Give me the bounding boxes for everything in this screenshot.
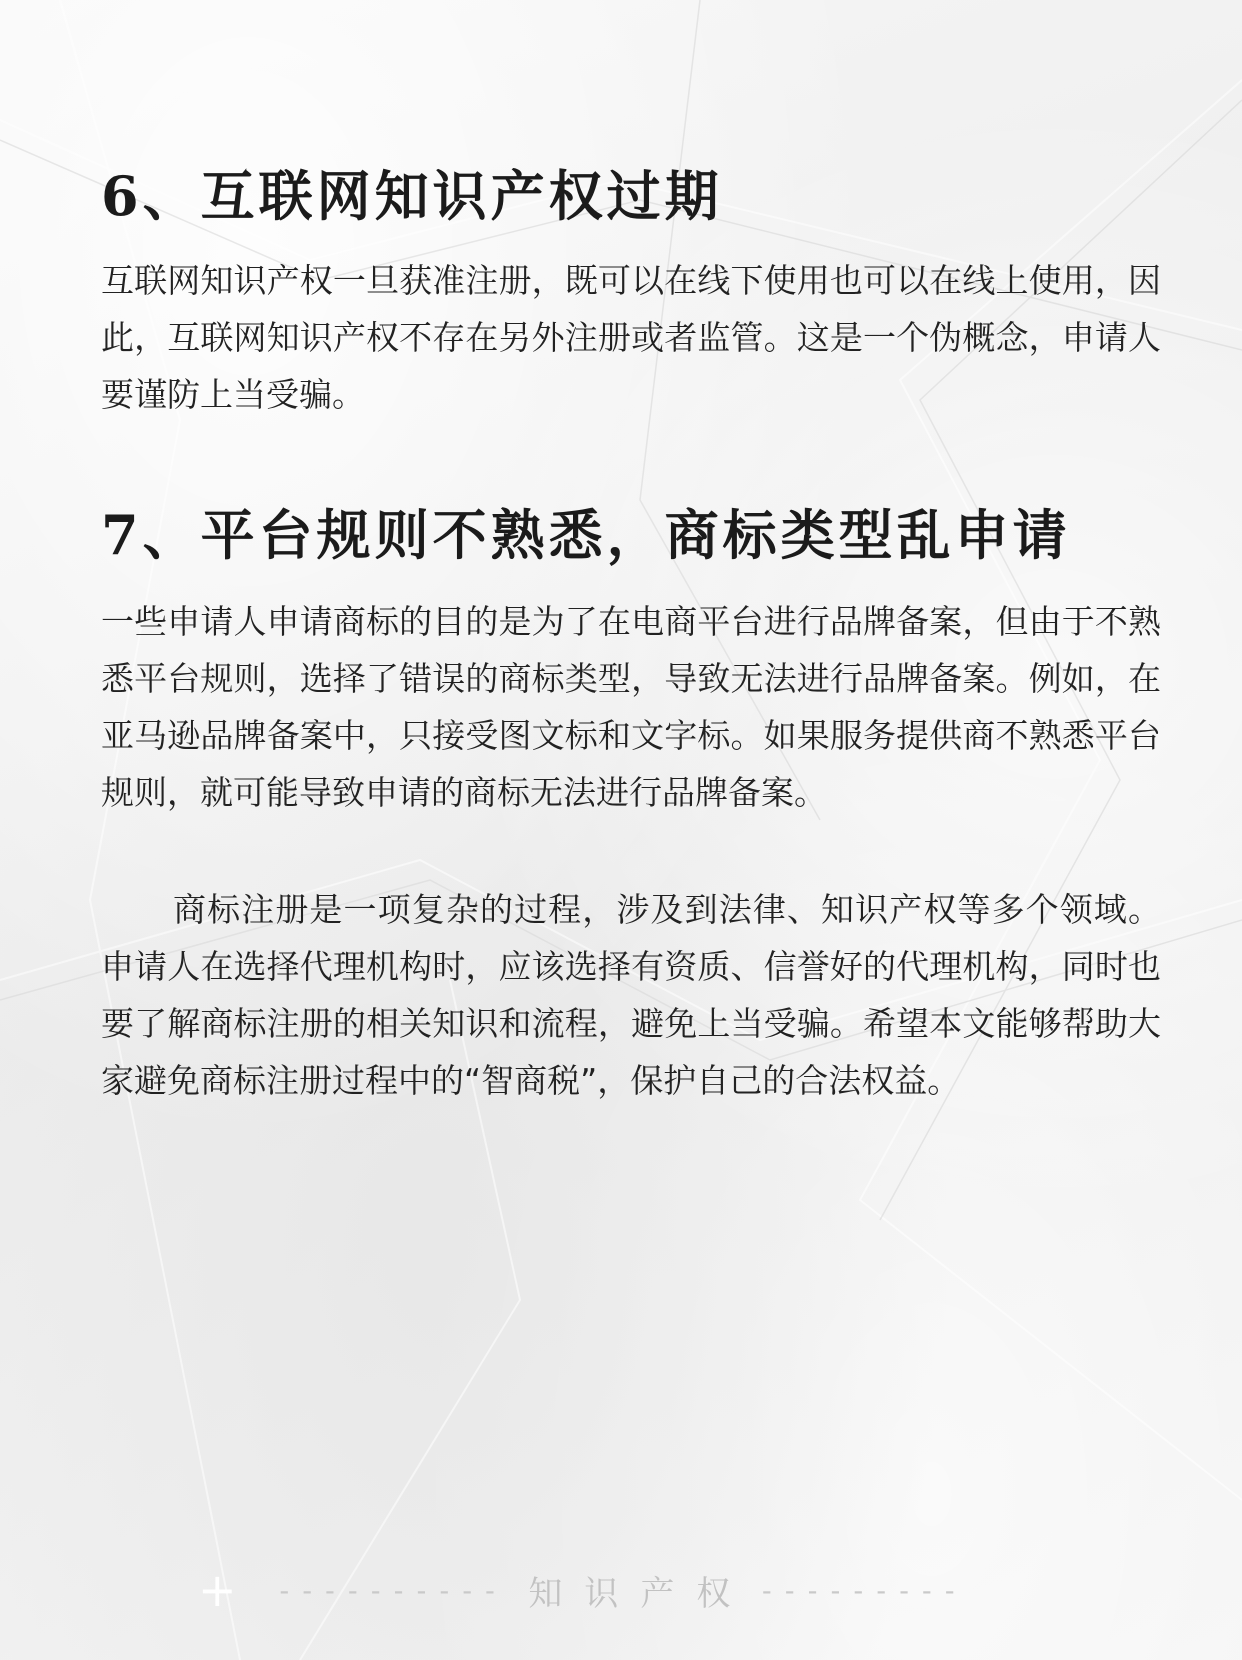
section-body-6: 互联网知识产权一旦获准注册，既可以在线下使用也可以在线上使用，因此，互联网知识产权不存在另外注册或者监管。这是一个伪概念，申请人要谨防上当受骗。	[101, 261, 1161, 414]
section-heading-6: 6、互联网知识产权过期	[101, 164, 723, 228]
footer-label: 知识产权	[528, 1573, 753, 1614]
section-heading-7: 7、平台规则不熟悉，商标类型乱申请	[101, 503, 1071, 567]
plus-icon: +	[198, 1563, 237, 1617]
footer-watermark	[190, 1565, 1050, 1615]
footer-dashes-left: ----------	[275, 1573, 505, 1607]
footer-dashes-right: ---------	[758, 1573, 965, 1607]
summary-paragraph: 商标注册是一项复杂的过程，涉及到法律、知识产权等多个领域。申请人在选择代理机构时，应该选择有资质、信誉好的代理机构，同时也要了解商标注册的相关知识和流程，避免上当受骗。希望本文能够帮助大家避免商标注册过程中的“智商税”，保护自己的合法权益。	[101, 890, 1161, 1100]
article	[101, 160, 1161, 1109]
section-body-7: 一些申请人申请商标的目的是为了在电商平台进行品牌备案，但由于不熟悉平台规则，选择了错误的商标类型，导致无法进行品牌备案。例如，在亚马逊品牌备案中，只接受图文标和文字标。如果服务提供商不熟悉平台规则，就可能导致申请的商标无法进行品牌备案。	[101, 602, 1161, 812]
